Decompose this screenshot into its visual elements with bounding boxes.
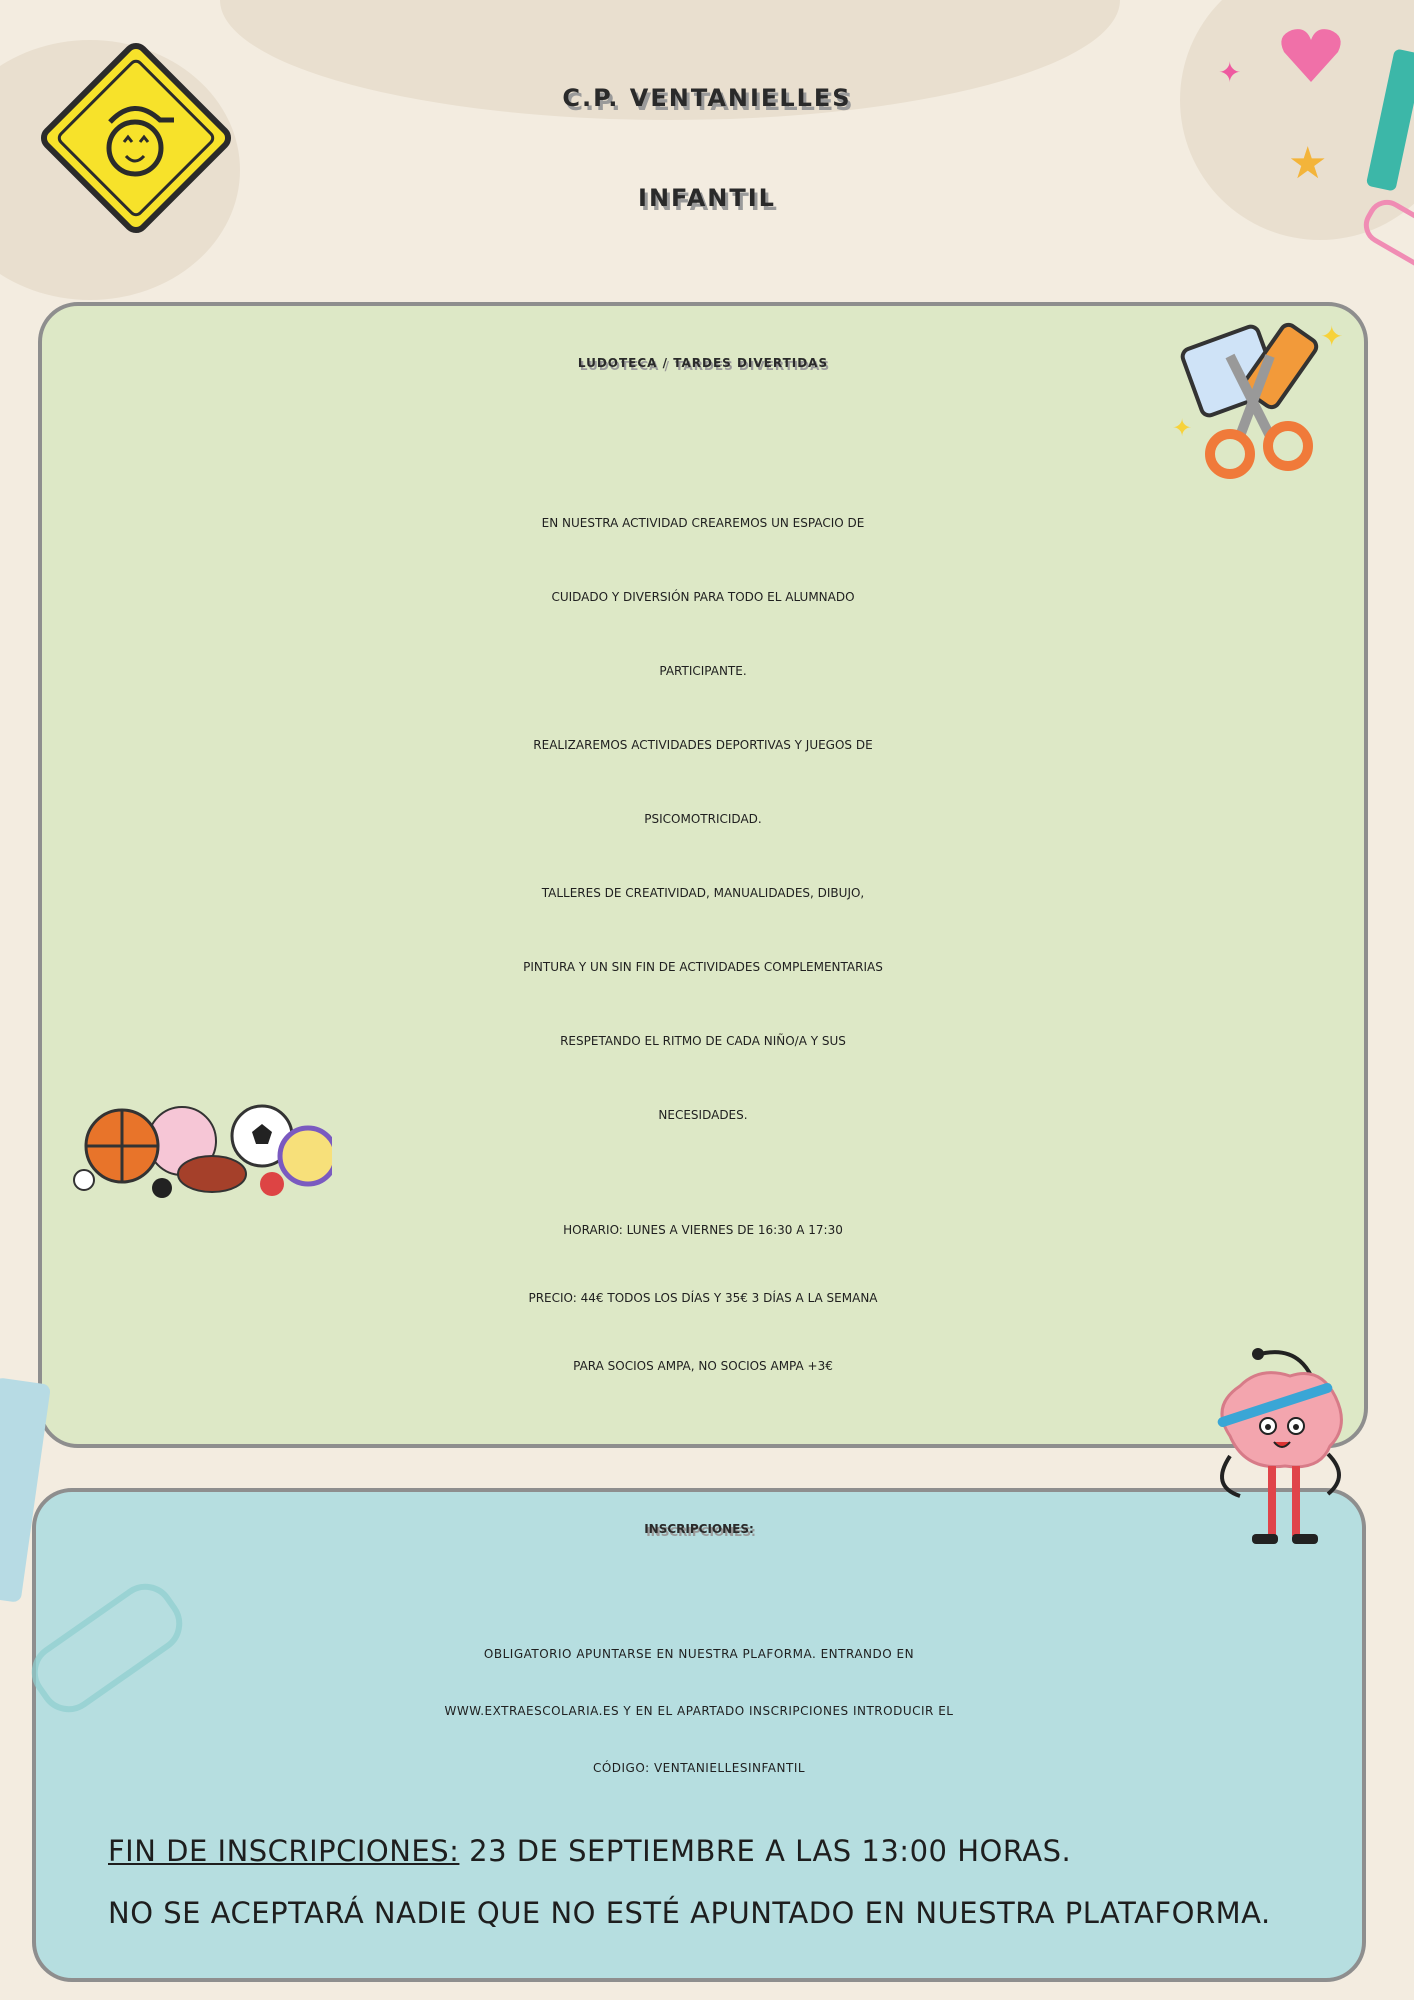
page-title-line1: C.P. VENTANIELLES xyxy=(562,84,852,112)
deadline-text xyxy=(108,1834,1071,1868)
svg-text:✦: ✦ xyxy=(1172,414,1193,442)
activity-description xyxy=(42,486,1364,1152)
registration-heading: INSCRIPCIONES: xyxy=(644,1522,754,1536)
schedule-text: HORARIO: LUNES A VIERNES DE 16:30 A 17:30 xyxy=(563,1223,843,1237)
registration-panel xyxy=(32,1488,1366,1982)
registration-line: OBLIGATORIO APUNTARSE EN NUESTRA PLAFORMA. ENTRANDO EN xyxy=(483,1647,915,1661)
description-line: TALLERES DE CREATIVIDAD, MANUALIDADES, DIBUJO, xyxy=(541,886,865,900)
description-line: CUIDADO Y DIVERSIÓN PARA TODO EL ALUMNADO xyxy=(551,590,855,604)
activity-heading: LUDOTECA / TARDES DIVERTIDAS xyxy=(577,356,829,370)
price-text: PRECIO: 44€ TODOS LOS DÍAS Y 35€ 3 DÍAS A LA SEMANA xyxy=(528,1291,878,1305)
scissors-glue-icon xyxy=(1160,306,1350,486)
brain-mascot-icon xyxy=(1210,1346,1360,1556)
registration-instructions xyxy=(36,1626,1362,1797)
description-line: RESPETANDO EL RITMO DE CADA NIÑO/A Y SUS xyxy=(560,1034,846,1048)
registration-line: CÓDIGO: VENTANIELLESINFANTIL xyxy=(592,1761,806,1775)
description-line: PINTURA Y UN SIN FIN DE ACTIVIDADES COMPLEMENTARIAS xyxy=(523,960,883,974)
description-line: NECESIDADES. xyxy=(658,1108,748,1122)
page-title xyxy=(0,48,1414,248)
star-icon: ★ xyxy=(1288,138,1328,189)
svg-text:✦: ✦ xyxy=(1320,320,1344,353)
activity-panel xyxy=(38,302,1368,1448)
notice-text: NO SE ACEPTARÁ NADIE QUE NO ESTÉ APUNTADO EN NUESTRA PLATAFORMA. xyxy=(108,1896,1271,1930)
price-members-text: PARA SOCIOS AMPA, NO SOCIOS AMPA +3€ xyxy=(573,1359,833,1373)
star-icon: ✦ xyxy=(1218,56,1242,89)
description-line: PARTICIPANTE. xyxy=(659,664,747,678)
registration-line: WWW.EXTRAESCOLARIA.ES Y EN EL APARTADO INSCRIPCIONES INTRODUCIR EL xyxy=(444,1704,954,1718)
deadline-label: FIN DE INSCRIPCIONES: xyxy=(108,1834,460,1868)
description-line: REALIZAREMOS ACTIVIDADES DEPORTIVAS Y JUEGOS DE xyxy=(533,738,873,752)
deadline-value: 23 DE SEPTIEMBRE A LAS 13:00 HORAS. xyxy=(459,1834,1072,1868)
activity-info xyxy=(42,1196,1364,1400)
description-line: EN NUESTRA ACTIVIDAD CREAREMOS UN ESPACIO DE xyxy=(541,516,865,530)
description-line: PSICOMOTRICIDAD. xyxy=(644,812,762,826)
sports-balls-icon xyxy=(62,1096,332,1206)
page-title-line2: INFANTIL xyxy=(638,184,776,212)
